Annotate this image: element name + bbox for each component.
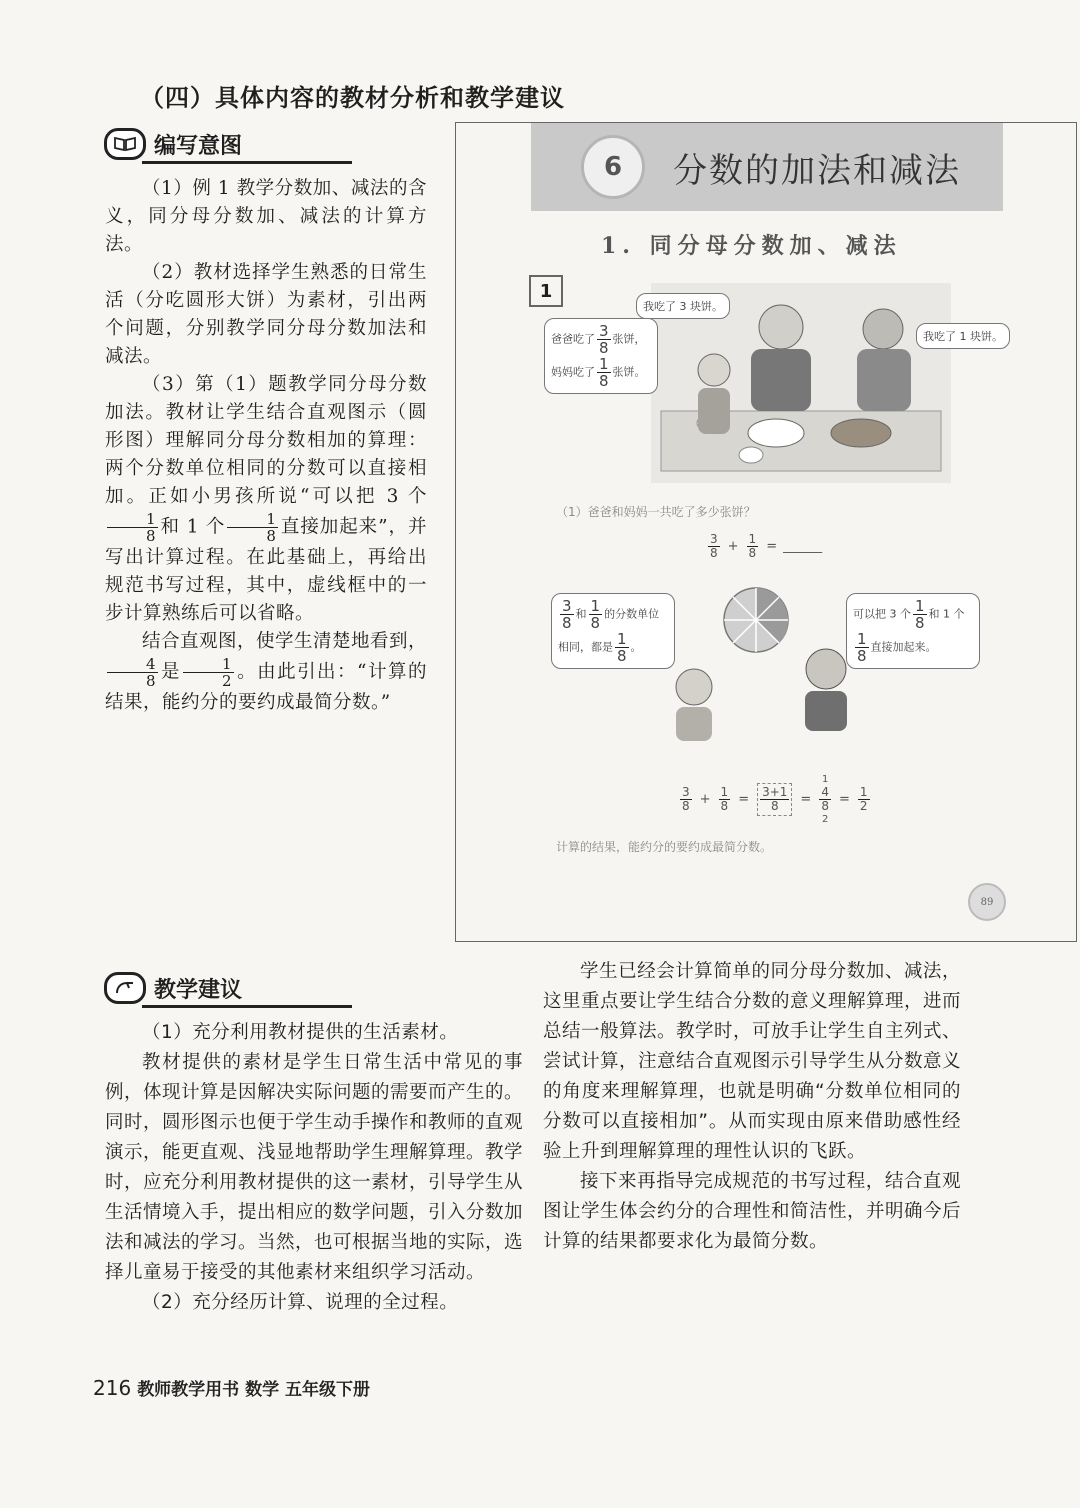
- fraction-four-eighths-reduced: 1 4 8 2: [821, 774, 829, 825]
- intent-underline: [142, 161, 352, 164]
- advice-underline: [142, 1005, 352, 1008]
- fraction-three-eighths: $\frac{3}{8}$: [562, 597, 572, 632]
- page-number: 216: [93, 1376, 132, 1400]
- intent-title: 编写意图: [154, 133, 243, 159]
- intent-paragraph-1: （1）例 1 教学分数加、减法的含义，同分母分数加、减法的计算方法。: [105, 178, 427, 255]
- intent-p3-part-a: （3）第（1）题教学同分母分数加法。教材让学生结合直观图示（圆形图）理解同分母分数相加的算理：两个分数单位相同的分数可以直接相加。正如小男孩所说“可以把 3 个: [105, 374, 427, 507]
- girl-bubble-line-2: 妈妈吃了 $\frac{1}{8}$ 张饼。: [551, 355, 646, 390]
- girl-speech-bubble: [544, 318, 658, 394]
- intent-p4-part-a: 结合直观图，使学生清楚地看到，: [142, 631, 428, 652]
- intent-paragraph-4: [105, 628, 427, 717]
- fraction-one-eighth: $\frac{1}{8}$: [107, 511, 158, 544]
- left-speech-bubble: $\frac{3}{8}$ 和 $\frac{1}{8}$ 的分数单位相同，都是 $\frac{1}{8}$ 。: [551, 593, 675, 669]
- intent-text: [105, 175, 427, 717]
- chapter-number: 6: [581, 135, 645, 199]
- advice-right-paragraph-2: 接下来再指导完成规范的书写过程，结合直观图让学生体会约分的合理性和简洁性，并明确今后计算的结果都要求化为最简分数。: [543, 1171, 962, 1252]
- advice-paragraph-1: （1）充分利用教材提供的生活素材。: [142, 1022, 459, 1043]
- fraction-three-eighths: $\frac{3}{8}$: [710, 532, 718, 560]
- fraction-three-eighths: $\frac{3}{8}$: [682, 785, 690, 813]
- advice-badge: [104, 972, 242, 1004]
- right-speech-bubble: 可以把 3 个 $\frac{1}{8}$ 和 1 个 $\frac{1}{8}$ 直接加起来。: [846, 593, 980, 669]
- chapter-banner: [531, 123, 1003, 211]
- intent-badge: [104, 128, 242, 160]
- father-speech-bubble: 我吃了 3 块饼。: [636, 293, 730, 319]
- fraction-four-eighths: $\frac{4}{8}$: [107, 656, 158, 689]
- equation-solution: $\frac{3}{8}$ + $\frac{1}{8}$ = $\frac{3+1}{8}$ = 1 4 8 2 = $\frac{1}{2}$: [682, 774, 868, 825]
- fraction-one-eighth: $\frac{1}{8}$: [857, 630, 867, 665]
- conclusion-text: 计算的结果，能约分的要约成最简分数。: [556, 840, 773, 854]
- pointing-hand-icon: [104, 972, 146, 1004]
- fraction-one-eighth: $\frac{1}{8}$: [617, 630, 627, 665]
- fraction-one-eighth: $\frac{1}{8}$: [748, 532, 757, 560]
- advice-title: 教学建议: [154, 977, 243, 1003]
- lesson-title: 1. 同分母分数加、减法: [601, 233, 902, 259]
- advice-paragraph-2: 教材提供的素材是学生日常生活中常见的事例，体现计算是因解决实际问题的需要而产生的。同时，圆形图示也便于学生动手操作和教师的直观演示，能更直观、浅显地帮助学生理解算理。教学时，应充分利用教材提供的这一素材，引导学生从生活情境入手，提出相应的数学问题，引入分数加法和减法的学习。当然，也可根据当地的实际，选择儿童易于接受的其他素材来组织学习活动。: [105, 1052, 524, 1283]
- advice-right-paragraph-1: 学生已经会计算简单的同分母分数加、减法，这里重点要让学生结合分数的意义理解算理，进而总结一般算法。教学时，可放手让学生自主列式、尝试计算，注意结合直观图示引导学生从分数意义的角度来理解算理，也就是明确“分数单位相同的分数可以直接相加”。从而实现由原来借助感性经验上升到理解算理的理性认识的飞跃。: [543, 961, 962, 1162]
- fraction-one-eighth: $\frac{1}{8}$: [915, 597, 925, 632]
- advice-left-column: [105, 1018, 523, 1318]
- fraction-one-eighth: $\frac{1}{8}$: [720, 785, 729, 813]
- section-heading: （四）具体内容的教材分析和教学建议: [140, 84, 565, 112]
- book-title: 教师教学用书 数学 五年级下册: [137, 1380, 371, 1400]
- fraction-one-eighth: $\frac{1}{8}$: [599, 355, 609, 390]
- intent-p4-part-c: 。由此引出：“计算的结果，能约分的要约成最简分数。”: [105, 661, 427, 713]
- page-footer: [93, 1375, 370, 1400]
- girl-figure: [664, 663, 724, 743]
- intent-p3-part-c: 直接加起来”，并写出计算过程。在此基础上，再给出规范书写过程，其中，虚线框中的一步计算熟练后可以省略。: [105, 516, 427, 624]
- textbook-excerpt: [455, 122, 1077, 942]
- fraction-one-eighth: $\frac{1}{8}$: [590, 597, 601, 632]
- advice-right-column: [543, 957, 961, 1257]
- book-icon: [104, 128, 146, 160]
- question-text: （1）爸爸和妈妈一共吃了多少张饼？: [556, 505, 756, 519]
- pie-eighths-diagram: [721, 585, 791, 655]
- fraction-one-eighth: $\frac{1}{8}$: [227, 511, 278, 544]
- girl-bubble-line-1: 爸爸吃了 $\frac{3}{8}$ 张饼，: [551, 322, 646, 357]
- advice-paragraph-3: （2）充分经历计算、说理的全过程。: [142, 1292, 459, 1313]
- fraction-three-eighths: $\frac{3}{8}$: [599, 322, 609, 357]
- intent-paragraph-3: [105, 371, 427, 628]
- intent-paragraph-2: （2）教材选择学生熟悉的日常生活（分吃圆形大饼）为素材，引出两个问题，分别教学同分母分数加法和减法。: [105, 262, 427, 367]
- intent-p4-part-b: 是: [160, 661, 182, 683]
- textbook-page-number: 89: [968, 883, 1006, 921]
- mother-speech-bubble: 我吃了 1 块饼。: [916, 323, 1010, 349]
- dashed-step-box: $\frac{3+1}{8}$: [757, 783, 792, 816]
- boy-figure: [791, 643, 861, 733]
- fraction-one-half: $\frac{1}{2}$: [859, 785, 868, 813]
- fraction-one-half: $\frac{1}{2}$: [183, 656, 234, 689]
- intent-p3-part-b: 和 1 个: [160, 516, 226, 538]
- example-number: 1: [529, 275, 563, 307]
- chapter-title: 分数的加法和减法: [673, 150, 961, 191]
- girl-figure: [684, 348, 744, 438]
- equation-blank: $\frac{3}{8}$ + $\frac{1}{8}$ = ______: [710, 532, 823, 560]
